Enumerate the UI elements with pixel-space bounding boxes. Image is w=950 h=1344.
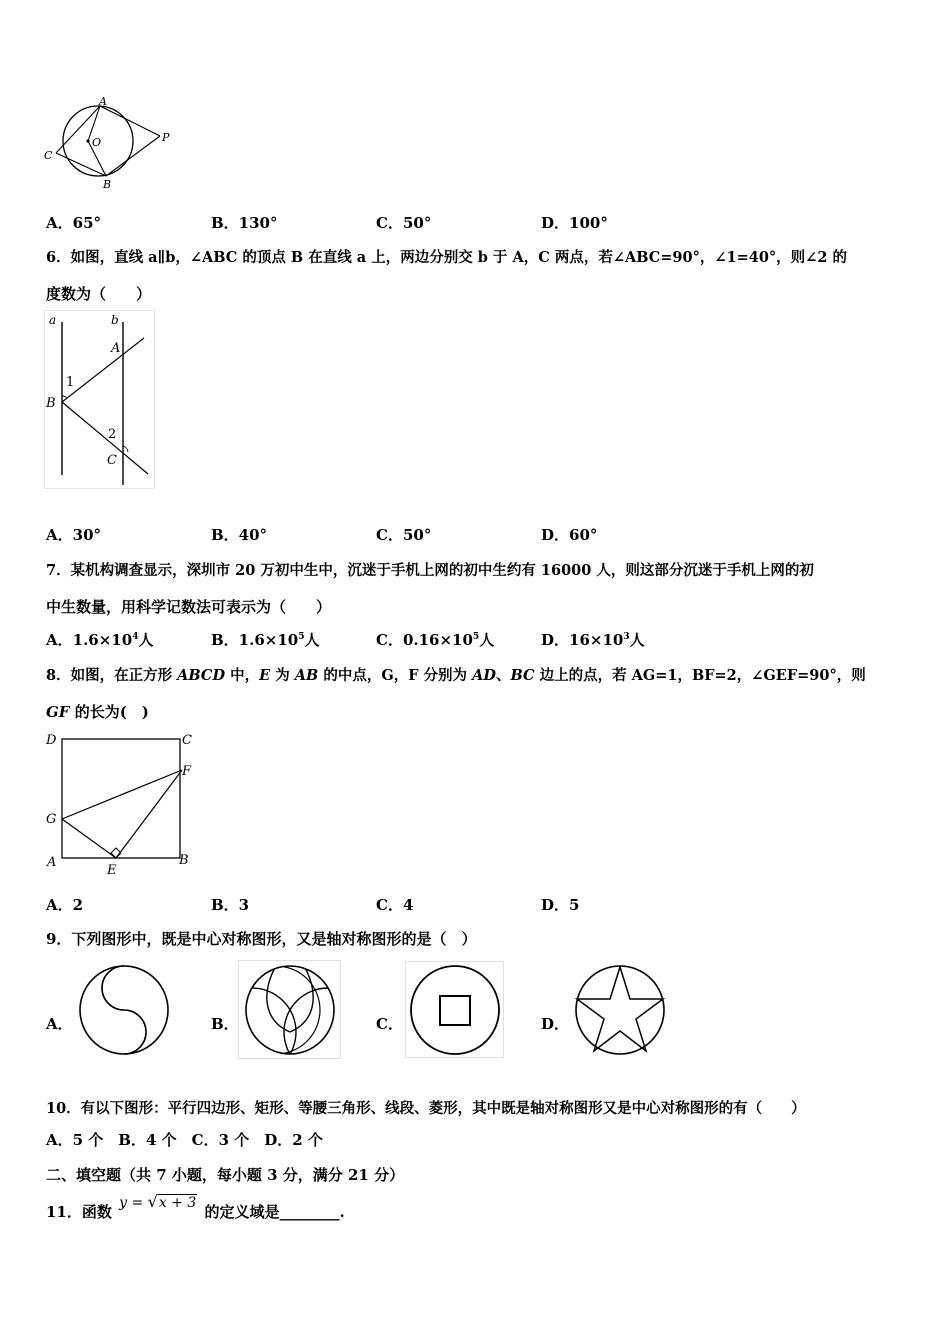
- q7-option-d[interactable]: [541, 629, 645, 650]
- q8-math-ad: AD: [472, 667, 496, 684]
- q7-text-line2: 中生数量，用科学记数法可表示为（ ）: [46, 598, 332, 616]
- q7-option-d-base: D．16×10: [541, 631, 624, 649]
- q6-option-a[interactable]: A．30°: [46, 526, 102, 544]
- q9-option-b-three-arcs-figure[interactable]: [238, 960, 342, 1060]
- q7-option-d-exp: 3: [623, 632, 630, 642]
- q7-option-b-exp: 5: [298, 632, 305, 642]
- q8-label-g: G: [46, 812, 57, 827]
- q6-label-point-a: A: [111, 341, 121, 356]
- q7-option-c-unit: 人: [479, 631, 495, 649]
- q8-text-line2: [46, 701, 149, 722]
- q8-square-figure: [44, 728, 204, 878]
- q7-option-a[interactable]: [46, 629, 153, 650]
- q11-formula-radicand: x + 3: [158, 1195, 197, 1211]
- q9-option-a-yin-yang-figure[interactable]: [76, 962, 172, 1058]
- q11-formula: [117, 1192, 199, 1211]
- q7-option-c[interactable]: [376, 629, 494, 650]
- q8-option-b[interactable]: B．3: [211, 896, 250, 914]
- q5-label-a: A: [99, 95, 107, 108]
- q8-text-part: 的长为( ): [69, 703, 149, 721]
- q5-label-o: O: [92, 136, 102, 149]
- q6-label-a-line: a: [49, 313, 57, 327]
- section-2-heading: 二、填空题（共 7 小题，每小题 3 分，满分 21 分）: [46, 1166, 405, 1184]
- q5-option-b[interactable]: B．130°: [211, 214, 278, 232]
- q9-option-c[interactable]: C．: [376, 1015, 403, 1033]
- q5-circle-figure: [40, 95, 180, 190]
- q7-option-b-unit: 人: [304, 631, 320, 649]
- q8-math-abcd: ABCD: [177, 667, 226, 684]
- q5-label-b: B: [103, 178, 112, 190]
- q10-text-line1: 10．有以下图形：平行四边形、矩形、等腰三角形、线段、菱形，其中既是轴对称图形又是中心对称图形的有（ ）: [46, 1100, 806, 1117]
- q6-text-line2: 度数为（ ）: [46, 285, 152, 303]
- q8-option-c[interactable]: C．4: [376, 896, 414, 914]
- q8-math-gf: GF: [46, 703, 70, 721]
- q6-option-b[interactable]: B．40°: [211, 526, 268, 544]
- q6-option-c[interactable]: C．50°: [376, 526, 432, 544]
- q6-label-angle-2: 2: [108, 427, 117, 442]
- sqrt-icon: √: [147, 1192, 158, 1211]
- q6-option-d[interactable]: D．60°: [541, 526, 598, 544]
- q8-label-b: B: [179, 853, 189, 868]
- q8-text-part: 中，: [225, 667, 260, 684]
- q8-label-d: D: [46, 733, 57, 748]
- q8-label-f: F: [182, 764, 192, 779]
- q7-option-d-unit: 人: [629, 631, 645, 649]
- q6-label-point-c: C: [107, 453, 117, 468]
- q7-option-a-exp: 4: [132, 632, 139, 642]
- q8-text-part: 8．如图，在正方形: [46, 667, 178, 684]
- q9-option-d-star-figure[interactable]: [572, 962, 668, 1058]
- q8-text-part: 边上的点，若 AG=1，BF=2，∠GEF=90°，则: [534, 667, 866, 684]
- q5-option-d[interactable]: D．100°: [541, 214, 608, 232]
- q8-label-e: E: [107, 863, 117, 878]
- q9-option-c-coin-square-figure[interactable]: [405, 961, 505, 1059]
- q8-math-e: E: [259, 667, 271, 684]
- q8-math-ab: AB: [294, 667, 319, 684]
- q5-option-c[interactable]: C．50°: [376, 214, 432, 232]
- q8-option-a[interactable]: A．2: [46, 896, 84, 914]
- q6-label-point-b: B: [46, 396, 56, 411]
- q8-text-part: 、: [495, 667, 511, 684]
- q7-option-c-base: C．0.16×10: [376, 631, 473, 649]
- q8-label-a: A: [47, 855, 57, 870]
- q7-option-a-unit: 人: [138, 631, 154, 649]
- q11-suffix: 的定义域是________.: [204, 1203, 345, 1221]
- q5-option-a[interactable]: A．65°: [46, 214, 102, 232]
- q9-option-d[interactable]: D．: [541, 1015, 570, 1033]
- q9-option-b[interactable]: B．: [211, 1015, 239, 1033]
- q6-label-angle-1: 1: [66, 375, 75, 390]
- q8-math-bc: BC: [510, 667, 535, 684]
- q7-text-line1: 7．某机构调查显示，深圳市 20 万初中生中，沉迷于手机上网的初中生约有 16000 人，则这部分沉迷于手机上网的初: [46, 562, 814, 579]
- q5-label-p: P: [162, 131, 170, 144]
- q8-label-c: C: [182, 733, 192, 748]
- q11-text: [46, 1192, 345, 1222]
- q8-text-part: 为: [270, 667, 295, 684]
- q6-label-b-line: b: [111, 313, 119, 327]
- q7-option-b-base: B．1.6×10: [211, 631, 299, 649]
- q7-option-a-base: A．1.6×10: [46, 631, 133, 649]
- q10-options[interactable]: A．5 个 B．4 个 C．3 个 D．2 个: [46, 1131, 323, 1149]
- q8-text-part: 的中点，G，F 分别为: [318, 667, 473, 684]
- q6-parallel-lines-figure: [44, 310, 156, 490]
- q5-label-c: C: [44, 149, 53, 162]
- q11-prefix: 11．函数: [46, 1203, 112, 1221]
- q8-option-d[interactable]: D．5: [541, 896, 580, 914]
- q7-option-b[interactable]: [211, 629, 320, 650]
- q8-text-line1: [46, 664, 866, 685]
- q9-option-a[interactable]: A．: [46, 1015, 73, 1033]
- q11-formula-y: y: [119, 1195, 128, 1211]
- q11-formula-eq: =: [131, 1195, 144, 1211]
- q9-text-line1: 9．下列图形中，既是中心对称图形，又是轴对称图形的是（ ）: [46, 930, 477, 948]
- q6-text-line1: 6．如图，直线 a∥b，∠ABC 的顶点 B 在直线 a 上，两边分别交 b 于 A，C 两点，若∠ABC=90°，∠1=40°，则∠2 的: [46, 249, 847, 266]
- q7-option-c-exp: 5: [472, 632, 480, 642]
